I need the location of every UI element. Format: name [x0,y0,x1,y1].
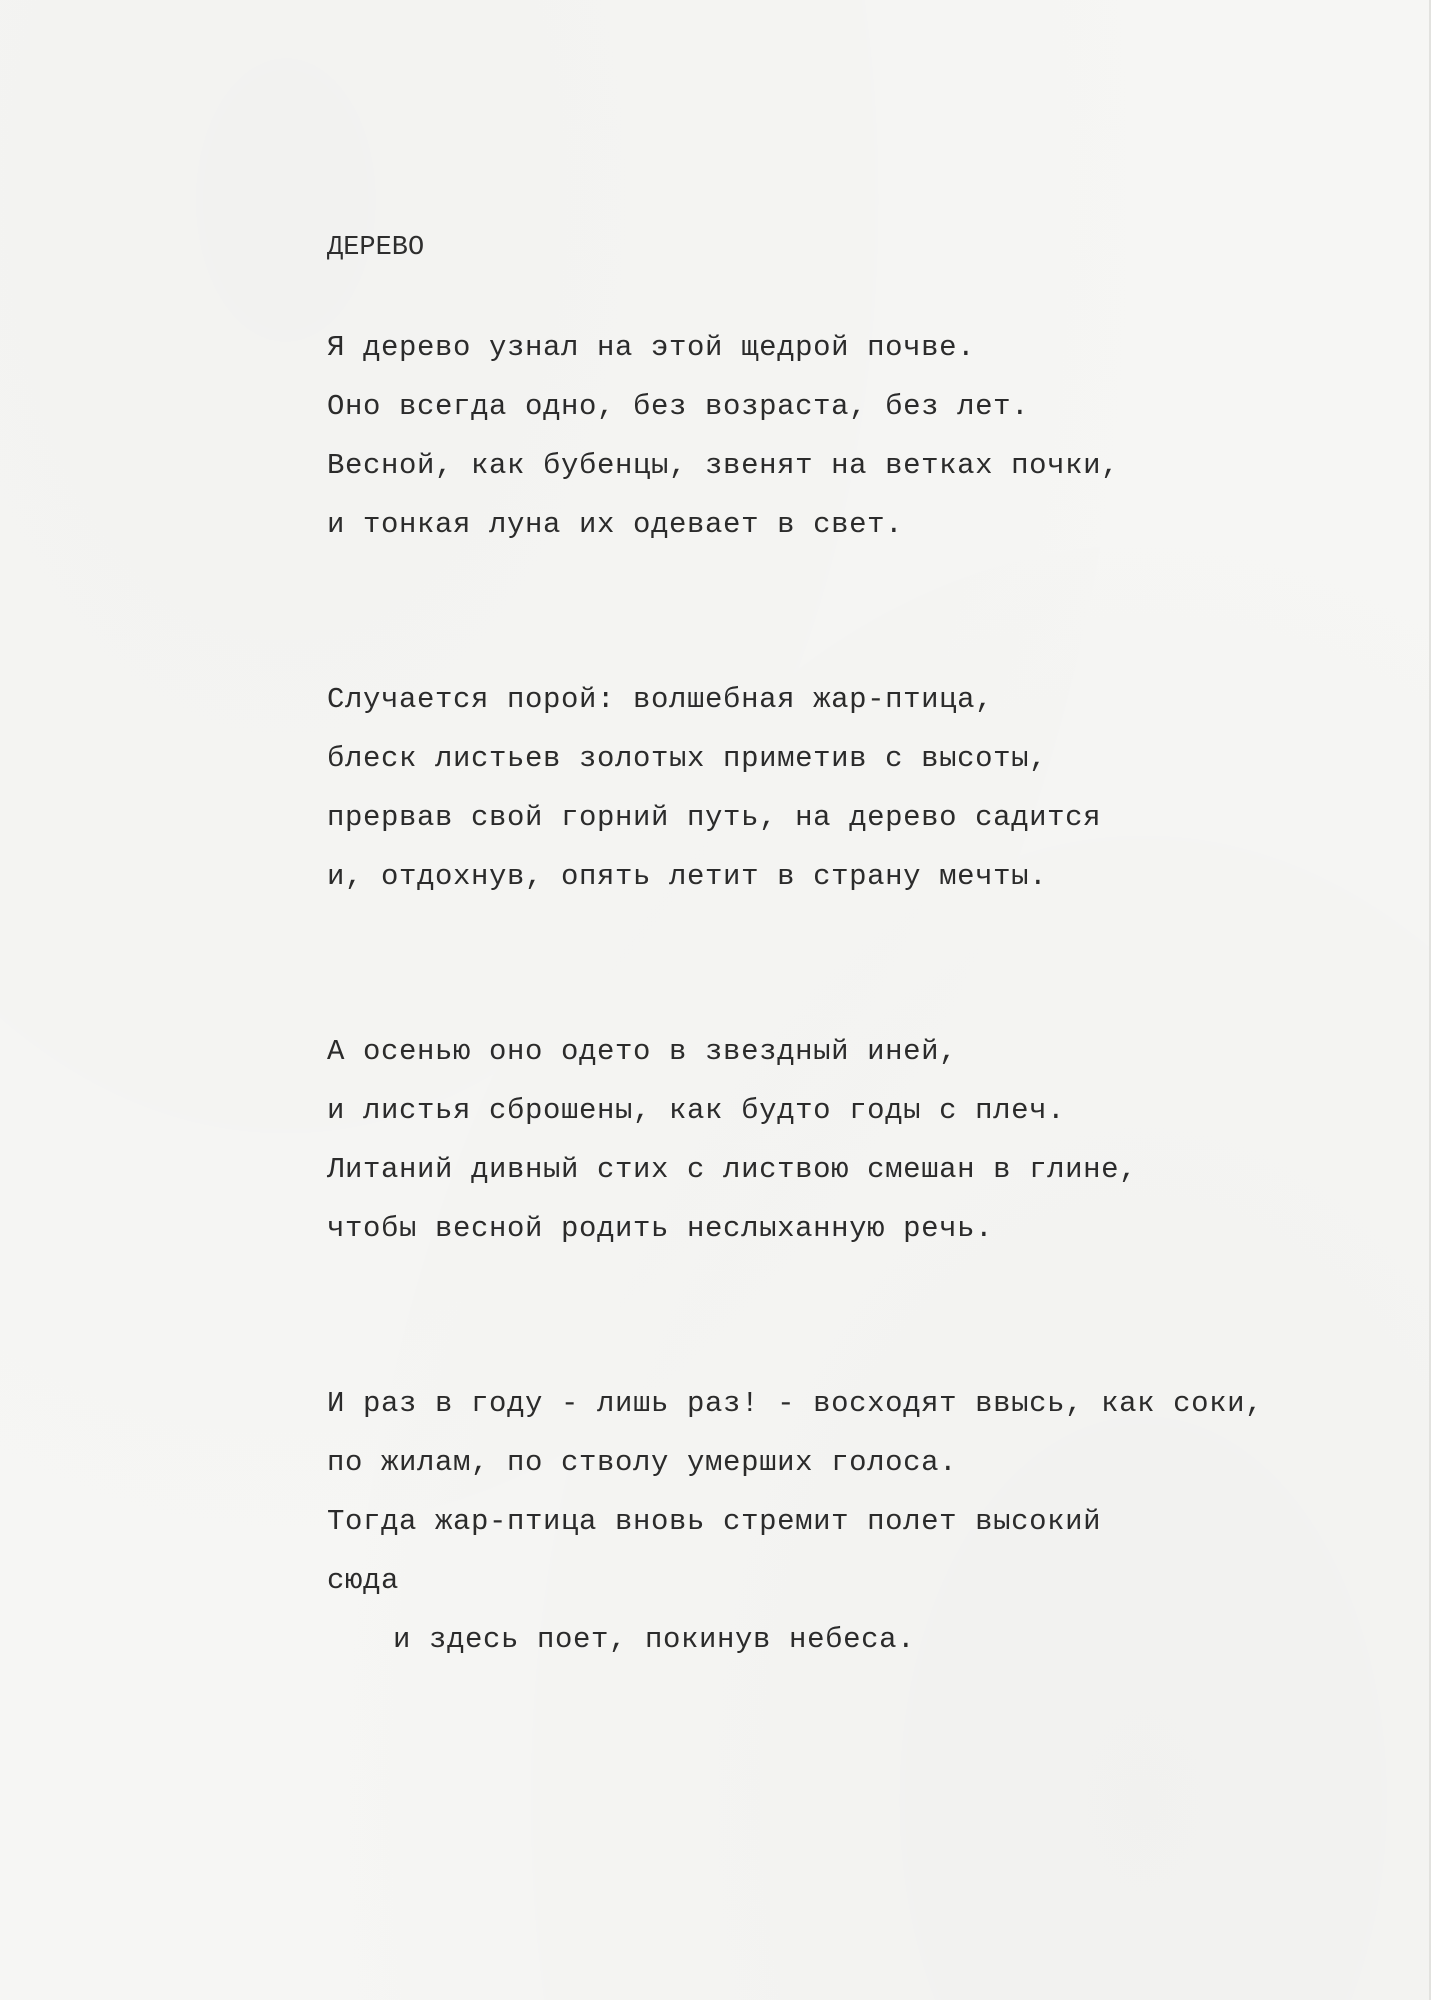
poem-line: блеск листьев золотых приметив с высоты, [327,742,1048,775]
poem-line: А осенью оно одето в звездный иней, [327,1035,958,1068]
stanza-3 [327,1022,1327,1258]
poem-line: Случается порой: волшебная жар-птица, [327,683,994,716]
poem-line-indented: и здесь поет, покинув небеса. [393,1623,916,1656]
poem-line: Я дерево узнал на этой щедрой почве. [327,331,976,364]
poem-line: Литаний дивный стих с листвою смешан в глине, [327,1153,1138,1186]
poem-line: Весной, как бубенцы, звенят на ветках почки, [327,449,1120,482]
poem-line: сюда [327,1564,400,1597]
poem-line: чтобы весной родить неслыханную речь. [327,1212,994,1245]
poem-line: и листья сброшены, как будто годы с плеч. [327,1094,1066,1127]
poem-line: и тонкая луна их одевает в свет. [327,508,904,541]
stanza-1 [327,318,1327,554]
poem-line: по жилам, по стволу умерших голоса. [327,1446,958,1479]
poem-title: ДЕРЕВО [327,233,425,263]
stanza-2 [327,670,1327,906]
poem-line: прервав свой горний путь, на дерево садится [327,801,1102,834]
poem-line: и, отдохнув, опять летит в страну мечты. [327,860,1048,893]
poem-line: Оно всегда одно, без возраста, без лет. [327,390,1030,423]
poem-line: Тогда жар-птица вновь стремит полет высокий [327,1505,1102,1538]
poem-body [327,318,1327,1785]
poem-line: И раз в году - лишь раз! - восходят ввысь, как соки, [327,1387,1264,1420]
stanza-4 [327,1374,1327,1669]
